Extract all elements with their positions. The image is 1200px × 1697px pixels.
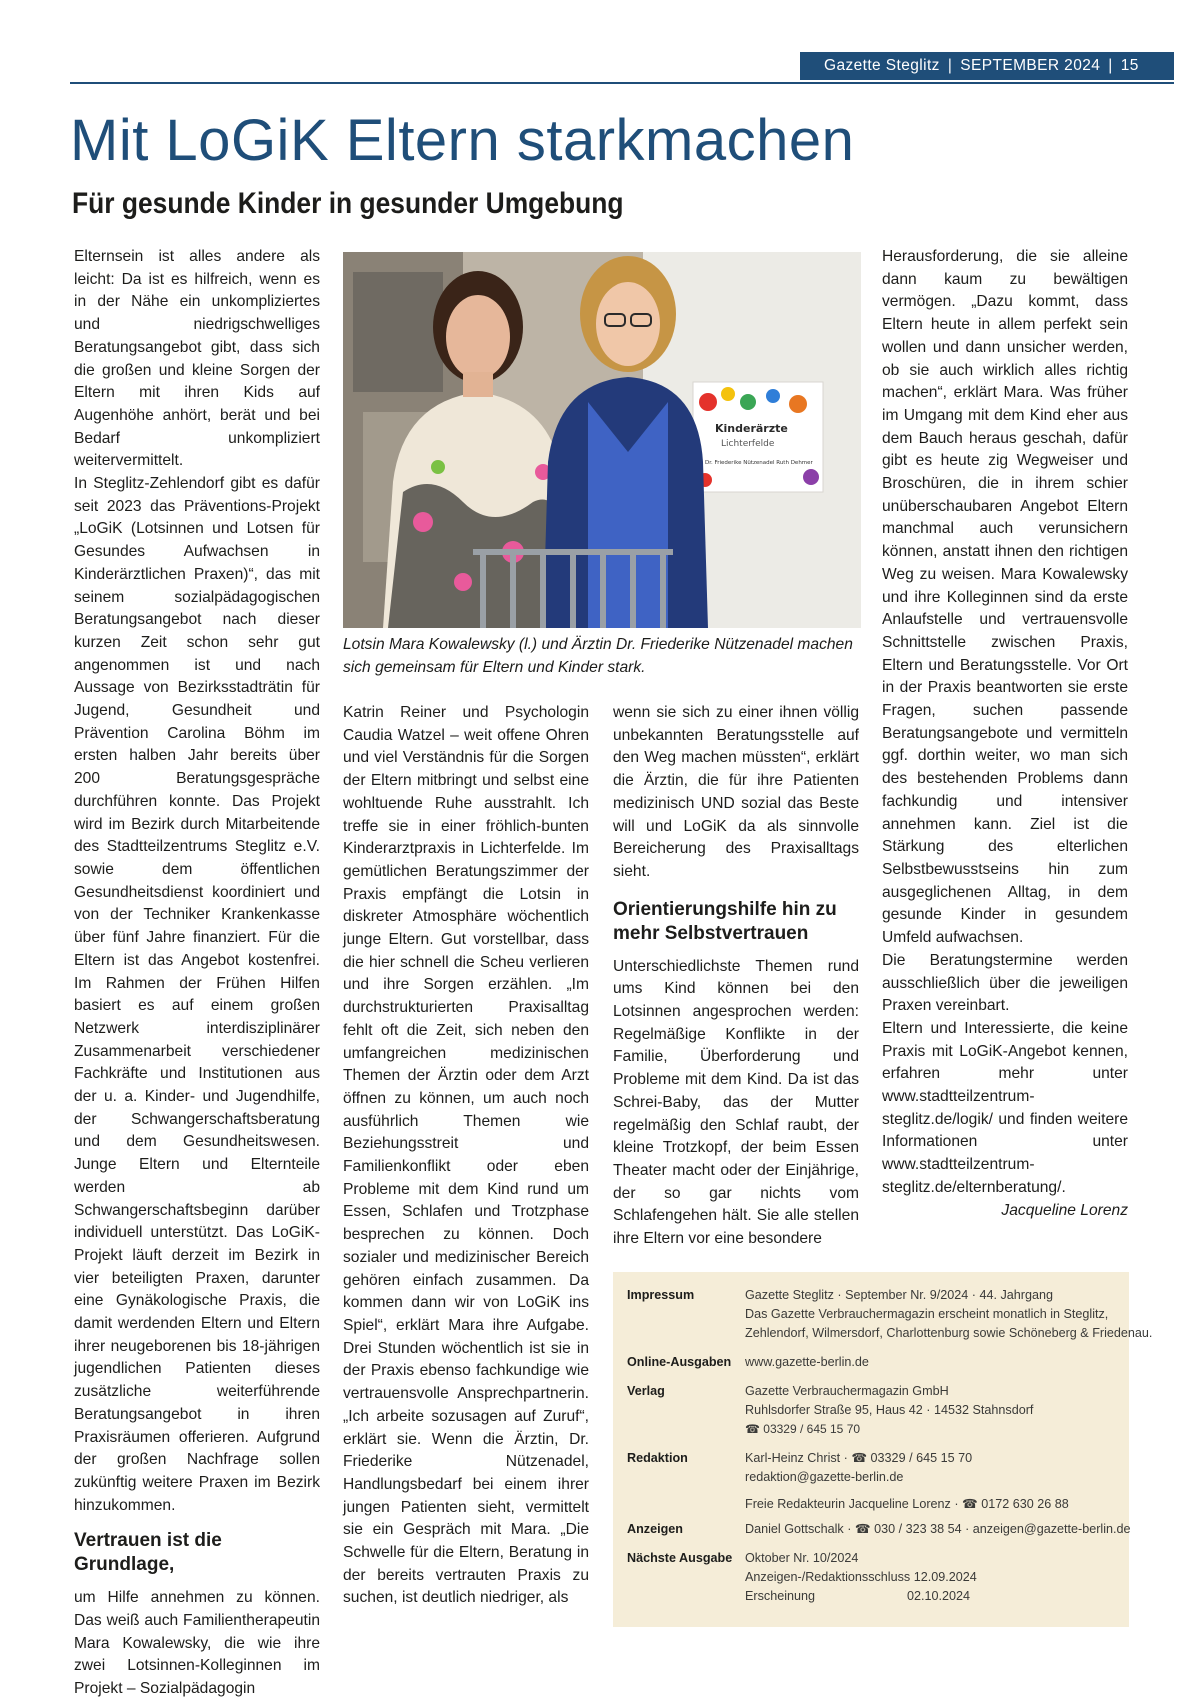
- photo-sign-place: Lichterfelde: [721, 439, 775, 449]
- verlag-row: [627, 1382, 1115, 1439]
- redaktion-text: Karl-Heinz Christ · ☎ 03329 / 645 15 70: [745, 1451, 973, 1465]
- anzeigen-text: Daniel Gottschalk · ☎ 030 / 323 38 54 · anzeigen@gazette-berlin.de: [745, 1522, 1131, 1536]
- verlag-value: [745, 1382, 1115, 1439]
- impressum-value: [745, 1286, 1152, 1343]
- naechste-deadline: [745, 1568, 1115, 1587]
- article-subheadline: Für gesunde Kinder in gesunder Umgebung: [72, 187, 624, 220]
- article-column-1: [74, 246, 320, 1697]
- impressum-text: Gazette Steglitz · September Nr. 9/2024 · 44. Jahrgang: [745, 1288, 1054, 1302]
- article-headline: Mit LoGiK Eltern starkmachen: [70, 108, 855, 173]
- body-paragraph: um Hilfe annehmen zu können. Das weiß auch Familientherapeutin Mara Kowalewsky, die wie ihre zwei Lotsinnen-Kolleginnen im Projekt – Sozialpädagogin: [74, 1589, 320, 1697]
- article-column-2: [343, 702, 589, 1610]
- release-date: 02.10.2024: [907, 1589, 971, 1603]
- section-heading: Vertrauen ist die Grundlage,: [74, 1530, 222, 1576]
- naechste-release: [745, 1587, 1115, 1606]
- impressum-label: Impressum: [627, 1288, 695, 1302]
- redaktion-email[interactable]: redaktion@gazette-berlin.de: [745, 1470, 904, 1484]
- body-paragraph: In Steglitz-Zehlendorf gibt es dafür seit 2023 das Präventions-Projekt „LoGiK (Lotsinnen und Lotsen für Gesundes Aufwachsen in Kinderärztlichen Praxen)“, das mit seinem sozialpädagogischen Beratungsangebot nach dieser kurzen Zeit schon sehr gut angenommen ist und nach Aussage von Bezirksstadträtin für Jugend, Gesundheit und Prävention Carolina Böhm im ersten halben Jahr bereits über 200 Beratungsgespräche durchführen konnte. Das Projekt wird im Bezirk durch Mitarbeitende des Stadtteilzentrums Steglitz e.V. sowie dem öffentlichen Gesundheitsdienst koordiniert und von der Techniker Krankenkasse über fünf Jahre finanziert. Für die Eltern ist das Angebot kostenfrei. Im Rahmen der Frühen Hilfen basiert es auf einem großen Netzwerk interdisziplinärer Zusammenarbeit verschiedener Fachkräfte und Institutionen aus der u. a. Kinder- und Jugendhilfe, der Schwangerschaftsberatung und dem Gesundheitswesen. Junge Eltern und Elternteile werden ab Schwangerschaftsbeginn darüber individuell unterstützt. Das LoGiK-Projekt läuft derzeit im Bezirk in vier beteiligten Praxen, darunter eine Gynäkologische Praxis, die damit werdenden Eltern und Eltern ihrer neugeborenen bis 18-jährigen jugendlichen Patienten dieses zusätzliche weiterführende Beratungsangebot in ihren Praxisräumen offerieren. Aufgrund der großen Nachfrage sollen zukünftig weitere Praxen im Bezirk hinzukommen.: [74, 475, 320, 1514]
- naechste-value: [745, 1549, 1115, 1606]
- deadline-label: Anzeigen-/Redaktionsschluss: [745, 1570, 911, 1584]
- anzeigen-row: [627, 1520, 1131, 1539]
- body-paragraph: wenn sie sich zu einer ihnen völlig unbekannten Beratungsstelle auf den Weg machen müssten“, erklärt die Ärztin, die für ihre Patienten medizinisch UND sozial das Beste will und LoGiK da als sinnvolle Bereicherung des Praxisalltags sieht.: [613, 704, 859, 880]
- impressum-text: Das Gazette Verbrauchermagazin erscheint monatlich in Steglitz,: [745, 1307, 1109, 1321]
- online-row: [627, 1353, 1115, 1372]
- online-label: Online-Ausgaben: [627, 1355, 732, 1369]
- section-heading: Orientierungshilfe hin zu mehr Selbstvertrauen: [613, 898, 837, 944]
- naechste-text: Oktober Nr. 10/2024: [745, 1551, 859, 1565]
- photo-sign-title: Kinderärzte: [715, 422, 788, 435]
- article-column-4: [882, 246, 1128, 1222]
- publication-name: Gazette Steglitz: [824, 57, 940, 74]
- online-link[interactable]: www.gazette-berlin.de: [745, 1355, 869, 1369]
- redaktion-freelance: Freie Redakteurin Jacqueline Lorenz · ☎ 0172 630 26 88: [745, 1497, 1069, 1511]
- header-separator: |: [947, 57, 953, 74]
- release-label: Erscheinung: [745, 1589, 816, 1603]
- page-number: 15: [1120, 57, 1139, 74]
- article-column-3: [613, 702, 859, 1251]
- verlag-label: Verlag: [627, 1384, 665, 1398]
- body-paragraph: Katrin Reiner und Psychologin Caudia Watzel – weit offene Ohren und viel Verständnis für die Sorgen der Eltern mitbringt und selbst eine wohltuende Ruhe ausstrahlt. Ich treffe sie in einer fröhlich-bunten Kinderarztpraxis in Lichterfelde. Im gemütlichen Beratungszimmer der Praxis empfängt die Lotsin in diskreter Atmosphäre wöchentlich junge Eltern. Gut vorstellbar, dass die hier schnell die Scheu verlieren und ihre Sorgen erzählen. „Im durchstrukturierten Praxisalltag fehlt oft die Zeit, sich neben den umfangreichen medizinischen Themen der Ärztin oder dem Arzt öffnen zu können, um auch noch ausführlich Themen wie Beziehungsstreit und Familienkonflikt oder eben Probleme mit dem Kind rund um Essen, Schlafen und Trotzphase besprechen zu können. Doch sozialer und medizinischer Bereich gehören einfach zusammen. Da kommen dann wir von LoGiK ins Spiel“, erklärt Mara ihre Aufgabe. Drei Stunden wöchentlich ist sie in der Praxis ebenso fachkundige wie vertrauensvolle Ansprechpartnerin.„Ich arbeite sozusagen auf Zuruf“, erklärt sie. Wenn die Ärztin, Dr. Friederike Nützenadel, Handlungsbedarf bei einem ihrer jungen Patienten sieht, vermittelt sie ein Gespräch mit Mara. „Die Schwelle für die Eltern, Beratung in der bereits vertrauten Praxis zu suchen, ist deutlich niedriger, als: [343, 704, 589, 1607]
- redaktion-label: Redaktion: [627, 1451, 688, 1465]
- naechste-row: [627, 1549, 1115, 1606]
- photo-caption: Lotsin Mara Kowalewsky (l.) und Ärztin Dr. Friederike Nützenadel machen sich gemeinsam für Eltern und Kinder stark.: [343, 636, 853, 676]
- article-photo: [343, 252, 861, 628]
- redaktion-value: [745, 1449, 1115, 1514]
- issue-date: SEPTEMBER 2024: [960, 57, 1101, 74]
- body-paragraph: Herausforderung, die sie alleine dann kaum zu bewältigen vermögen. „Dazu kommt, dass Eltern heute in allem perfekt sein wollen und dann unsicher werden, ob sie auch wirklich alles richtig machen“, erklärt Mara. Was früher im Umgang mit dem Kind eher aus dem Bauch heraus geschah, dafür gibt es heute zig Wegweiser und Broschüren, die in ihrem schier unüberschaubaren Angebot Eltern manchmal auch verunsichern können, anstatt ihnen den richtigen Weg zu weisen. Mara Kowalewsky und ihre Kolleginnen sind da erste Anlaufstelle und vertrauensvolle Schnittstelle zwischen Praxis, Eltern und Beratungsstelle. Vor Ort in der Praxis beantworten sie erste Fragen, suchen passende Beratungsangebote und vermitteln ggf. dorthin weiter, wo man sich des bestehenden Problems dann fachkundig und intensiver annehmen kann. Ziel ist die Stärkung des elterlichen Selbstbewusstseins hin zum ausgeglichenen Alltag, in dem gesunde Kinder in gesundem Umfeld aufwachsen.: [882, 248, 1128, 947]
- verlag-text: Gazette Verbrauchermagazin GmbH: [745, 1384, 949, 1398]
- verlag-phone: ☎ 03329 / 645 15 70: [745, 1422, 861, 1436]
- naechste-label: Nächste Ausgabe: [627, 1551, 733, 1565]
- impressum-row: [627, 1286, 1153, 1343]
- body-paragraph: Unterschiedlichste Themen rund ums Kind können bei den Lotsinnen angesprochen werden: Regelmäßige Konflikte in der Familie, Überforderung und Probleme mit dem Kind. Da ist das Schrei-Baby, das der Mutter regelmäßig den Schlaf raubt, der kleine Trotzkopf, der beim Essen Theater macht oder der Einjährige, der so gar nichts vom Schlafengehen hält. Sie alle stellen ihre Eltern vor eine besondere: [613, 957, 859, 1248]
- anzeigen-label: Anzeigen: [627, 1522, 683, 1536]
- impressum-box: [613, 1272, 1153, 1627]
- photo-illustration: [343, 252, 861, 628]
- deadline-date: 12.09.2024: [913, 1570, 977, 1584]
- body-paragraph: Die Beratungstermine werden ausschließlich über die jeweiligen Praxen vereinbart.: [882, 951, 1128, 1015]
- redaktion-row: [627, 1449, 1115, 1514]
- page-header-bar: [800, 52, 1174, 80]
- online-value[interactable]: [745, 1353, 1115, 1372]
- author-signature: Jacqueline Lorenz: [1001, 1201, 1128, 1219]
- header-separator: |: [1108, 57, 1113, 74]
- header-rule: [70, 82, 1174, 84]
- body-paragraph: Elternsein ist alles andere als leicht: Da ist es hilfreich, wenn es in der Nähe ein unkompliziertes und niedrigschwelliges Beratungsangebot gibt, dass sich die großen und kleine Sorgen der Eltern mit ihren Kids auf Augenhöhe anhört, berät und bei Bedarf unkompliziert weitervermittelt.: [74, 248, 320, 470]
- anzeigen-value: [745, 1520, 1131, 1539]
- verlag-text: Ruhlsdorfer Straße 95, Haus 42 · 14532 Stahnsdorf: [745, 1403, 1034, 1417]
- photo-sign-names: Dr. Friederike Nützenadel Ruth Dehmer: [705, 460, 813, 466]
- impressum-text: Zehlendorf, Wilmersdorf, Charlottenburg sowie Schöneberg & Friedenau.: [745, 1326, 1153, 1340]
- body-paragraph: Eltern und Interessierte, die keine Praxis mit LoGiK-Angebot kennen, erfahren mehr unter www.stadtteilzentrum-steglitz.de/logik/ und finden weitere Informationen unter www.stadtteilzentrum-steglitz.de/elternberatung/.: [882, 1019, 1128, 1196]
